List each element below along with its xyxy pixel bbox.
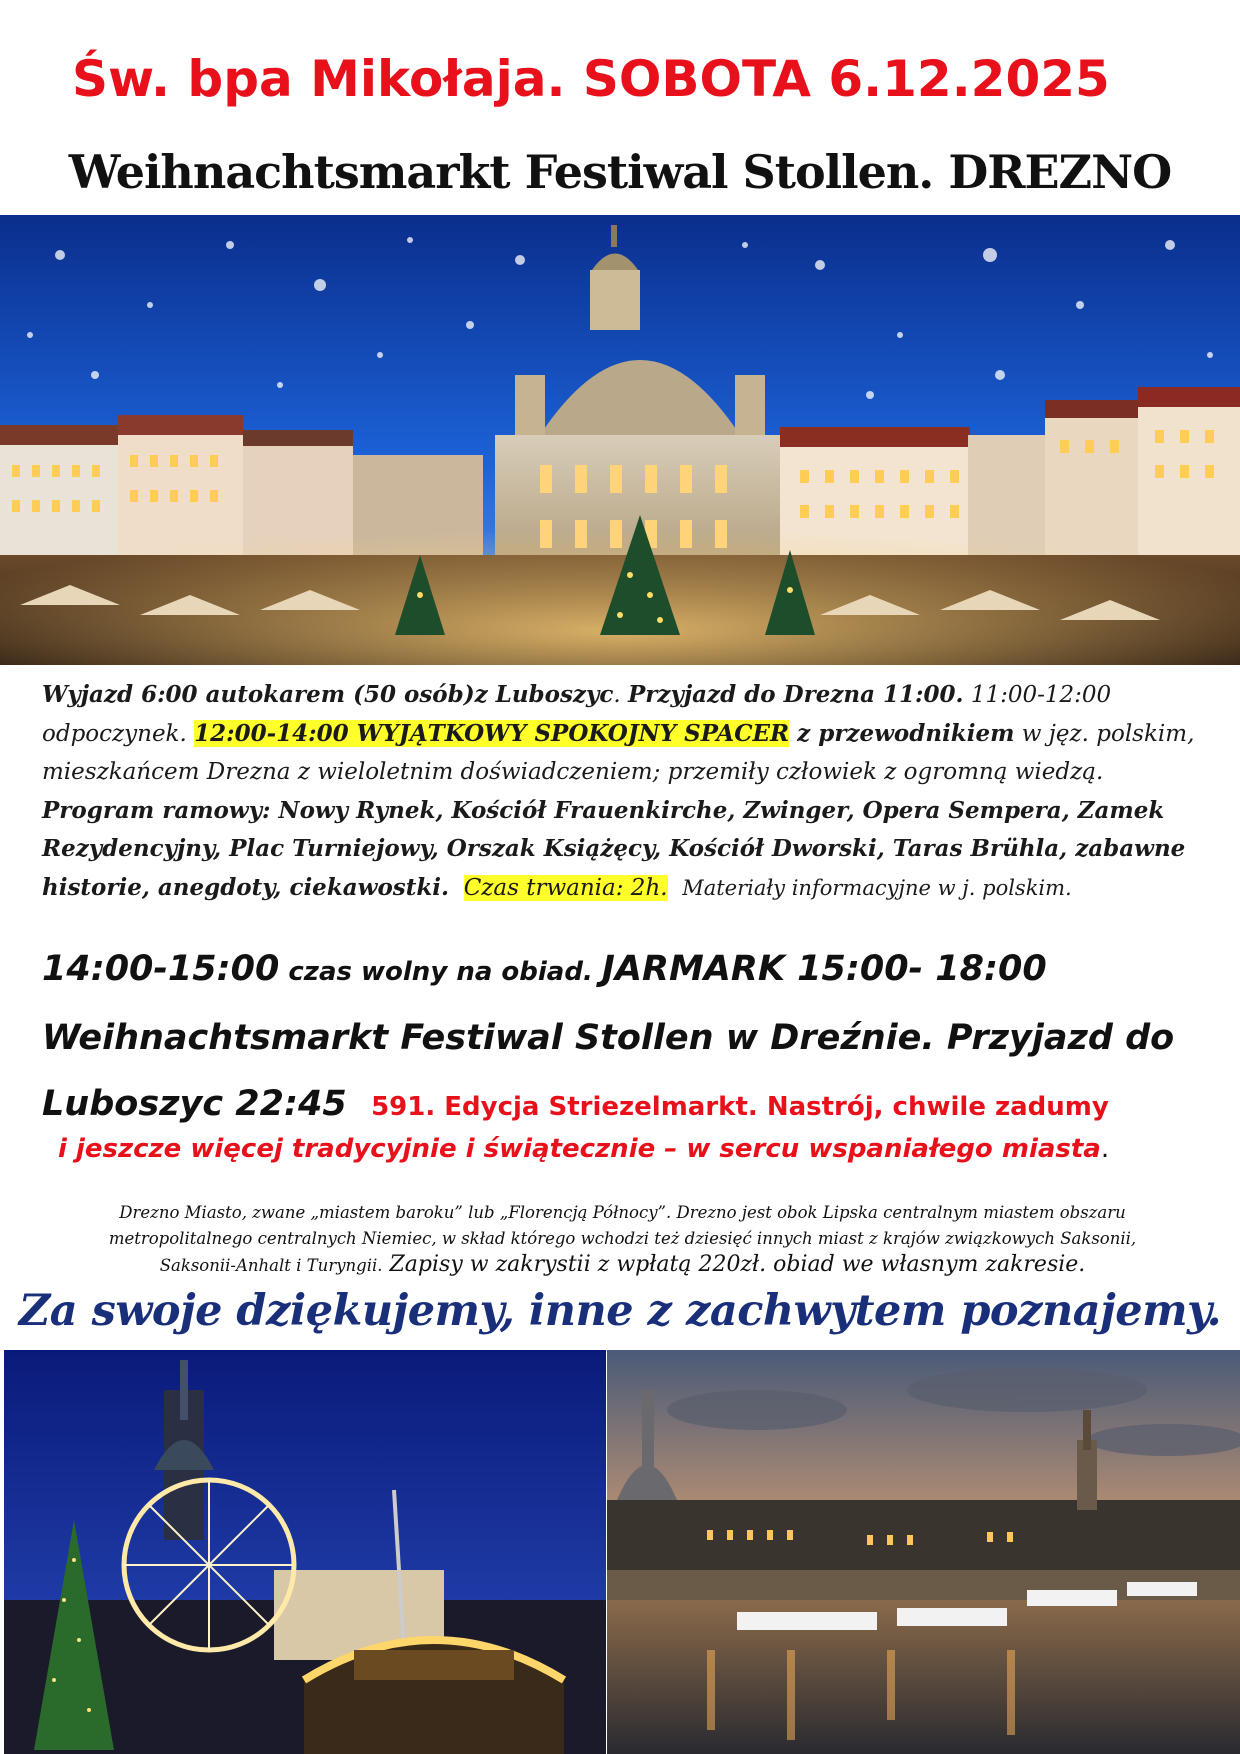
edition-line-2-text: i jeszcze więcej tradycyjnie i świątecznie – w sercu wspaniałego miasta <box>58 1134 1101 1164</box>
dresden-frauenkirche-night-photo <box>0 215 1240 665</box>
schedule-block <box>42 936 1222 1140</box>
market-hours: JARMARK 15:00- 18:00 <box>601 949 1047 989</box>
program-outline: Program ramowy: Nowy Rynek, Kościół Frauenkirche, Zwinger, Opera Sempera, Zamek Rezydencyjny, Plac Turniejowy, Orszak Książęcy, Kościół Dworski, Taras Brühla, zabawne historie, anegdoty, ciekawostki. <box>42 796 1186 901</box>
edition-line-2 <box>58 1134 1228 1164</box>
motto: Za swoje dziękujemy, inne z zachwytem poznajemy. <box>18 1286 1222 1336</box>
christmas-market-ferris-wheel-photo <box>4 1350 606 1754</box>
duration-highlight: Czas trwania: 2h. <box>463 874 668 901</box>
market-line: Weihnachtsmarkt Festiwal Stollen w Dreźnie. Przyjazd do <box>42 1018 1175 1058</box>
event-date-title: Św. bpa Mikołaja. SOBOTA 6.12.2025 <box>72 50 1110 108</box>
dresden-elbe-skyline-photo <box>607 1350 1240 1754</box>
event-name-title: Weihnachtsmarkt Festiwal Stollen. DREZNO <box>68 145 1172 199</box>
program-description <box>42 676 1212 907</box>
edition-dot: . <box>1100 1134 1110 1164</box>
return-time: Luboszyc 22:45 <box>42 1084 347 1124</box>
edition-text: 591. Edycja Striezelmarkt. Nastrój, chwile zadumy <box>371 1092 1109 1122</box>
arrival-text: Przyjazd do Drezna 11:00. <box>627 681 964 708</box>
signup-text: Zapisy w zakrystii z wpłatą 220zł. obiad we własnym zakresie. <box>382 1252 1086 1277</box>
dresden-info <box>70 1200 1175 1279</box>
free-time-hours: 14:00-15:00 <box>42 949 280 989</box>
materials-text: Materiały informacyjne w j. polskim. <box>682 875 1072 900</box>
free-time-text: czas wolny na obiad. <box>279 957 602 987</box>
guide-text: z przewodnikiem <box>789 719 1015 747</box>
rest-text: 11:00-12:00 odpoczynek. <box>42 682 1112 747</box>
departure-text: Wyjazd 6:00 autokarem (50 osób)z Luboszyc <box>42 681 614 708</box>
departure-dot: . <box>613 682 628 708</box>
walk-highlight: 12:00-14:00 WYJĄTKOWY SPOKOJNY SPACER <box>194 719 790 747</box>
dresden-description: Drezno Miasto, zwane „miastem baroku” lub „Florencją Północy”. Drezno jest obok Lipska centralnym miastem obszaru metropolitalnego centralnych Niemiec, w skład którego wchodzi też dziesięć innych miast z krajów związkowych Saksonii, Saksonii-Anhalt i Turyngii. <box>108 1203 1137 1275</box>
guide-details: w jęz. polskim, mieszkańcem Drezna z wieloletnim doświadczeniem; przemiły człowiek z ogromną wiedzą. <box>42 720 1195 785</box>
